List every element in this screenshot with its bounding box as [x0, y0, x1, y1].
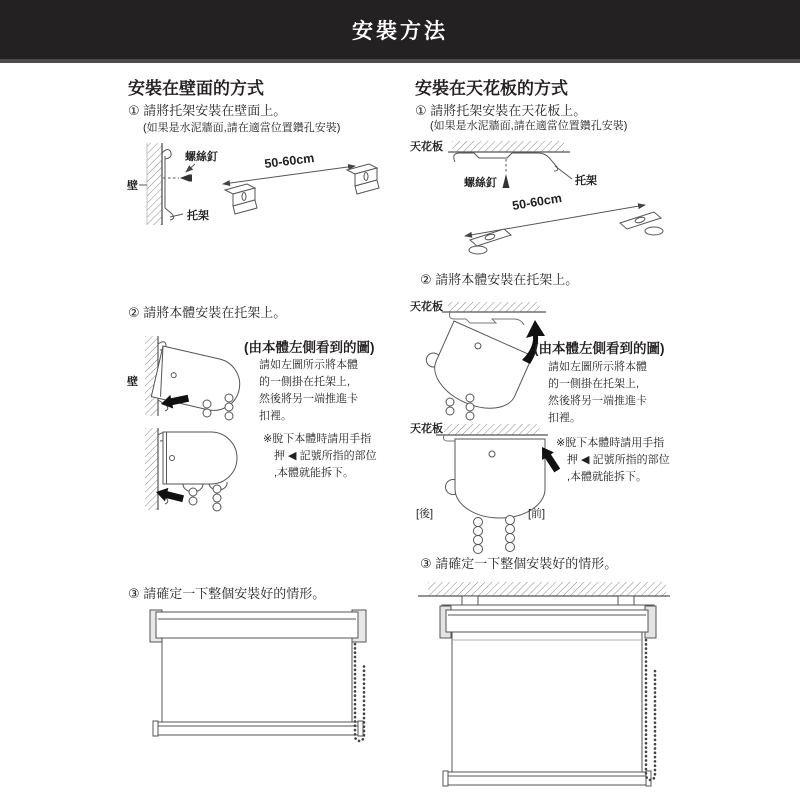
mount-tab-right — [618, 596, 634, 605]
screw-icon — [503, 174, 510, 188]
bracket-label: 托架 — [187, 210, 209, 222]
note-line: 押 ◀ 記號所指的部位 — [567, 454, 670, 466]
press-arrow-icon — [154, 485, 185, 505]
mount-tab-left — [462, 596, 478, 605]
ceiling-step-1-note: (如果是水泥牆面,請在適當位置鑽孔安裝) — [430, 120, 628, 132]
wall-label: 壁 — [127, 376, 138, 388]
wall-step-1-note: (如果是水泥牆面,請在適當位置鑽孔安裝) — [143, 122, 341, 134]
wall-remove-note — [263, 431, 377, 482]
wall-side-view-desc — [259, 357, 358, 425]
screw-label: 螺絲釘 — [185, 151, 218, 163]
ceiling-label: 天花板 — [410, 301, 443, 313]
desc-line: 請如左圖所示將本體 — [548, 361, 647, 373]
ceiling-label: 天花板 — [410, 423, 443, 435]
bracket-3d-right — [620, 212, 661, 229]
fabric — [452, 632, 642, 772]
ceiling-finished-blind-diagram — [418, 578, 708, 796]
wall-section-heading: 安裝在壁面的方式 — [128, 79, 264, 98]
ceiling-hatch — [428, 582, 666, 596]
ceiling-body-hook-diagram — [408, 296, 568, 428]
dimension-arrow — [465, 205, 645, 236]
ceiling-bracket-profile — [454, 153, 558, 171]
desc-line: 然後將另一端推進卡 — [259, 393, 358, 405]
ceiling-side-view-desc — [548, 359, 647, 427]
note-line: ※脫下本體時請用手指 — [556, 437, 665, 449]
wall-hatch — [147, 143, 162, 225]
chain-bead — [446, 398, 454, 406]
desc-line: 的一側掛在托架上, — [548, 378, 640, 390]
page-header — [0, 0, 800, 63]
desc-line: 然後將另一端推進卡 — [548, 395, 647, 407]
bracket-hook-top — [162, 150, 171, 160]
note-line: ,本體就能拆下。 — [567, 471, 648, 483]
ceiling-bracket-install-diagram — [408, 136, 708, 264]
blind-body-mounted — [446, 439, 546, 518]
desc-line: 扣裡。 — [259, 410, 292, 422]
dimension-arrow — [223, 166, 355, 184]
wall-label: 壁 — [127, 180, 138, 192]
wall-diagram-lines — [139, 143, 379, 225]
chain-bead — [474, 518, 483, 527]
blind-body-tilted — [416, 317, 532, 420]
wall-side-view-title: (由本體左側看到的圖) — [244, 340, 375, 355]
desc-line: 請如左圖所示將本體 — [259, 359, 358, 371]
ceiling-label: 天花板 — [410, 141, 443, 153]
ceiling-step-2: ② 請將本體安裝在托架上。 — [420, 272, 579, 287]
desc-line: 的一側掛在托架上, — [259, 376, 351, 388]
back-label: [後] — [416, 508, 434, 520]
bottom-rail — [156, 722, 360, 735]
dimension-label: 50-60cm — [511, 190, 563, 213]
ceiling-section-heading: 安裝在天花板的方式 — [415, 79, 568, 98]
ceiling-hatch — [444, 424, 540, 435]
dimension-label: 50-60cm — [263, 150, 316, 171]
note-line: ※脫下本體時請用手指 — [263, 433, 372, 445]
fabric — [162, 638, 352, 722]
ceiling-body-mounted-diagram — [408, 418, 573, 570]
screw-icon — [180, 175, 189, 182]
ceiling-hatch — [452, 141, 564, 152]
bracket-label: 托架 — [575, 175, 597, 187]
chain-bead — [203, 400, 211, 408]
cassette — [446, 610, 648, 632]
ceiling-step-3: ③ 請確定一下整個安裝好的情形。 — [420, 556, 618, 571]
ceiling-remove-note — [556, 435, 670, 486]
cassette — [156, 612, 358, 638]
wall-step-2: ② 請將本體安裝在托架上。 — [128, 305, 287, 320]
bottom-rail — [446, 772, 646, 785]
wall-body-mount-diagram — [125, 328, 250, 518]
note-line: ,本體就能拆下。 — [274, 467, 355, 479]
bracket-foot — [165, 208, 174, 220]
front-label: [前] — [528, 508, 546, 520]
screw-label: 螺絲釘 — [464, 177, 497, 189]
ceiling-side-view-title: (由本體左側看到的圖) — [534, 341, 665, 356]
ceiling-step-1: ① 請將托架安裝在天花板上。 — [415, 103, 587, 118]
wall-finished-blind-diagram — [146, 602, 371, 752]
wall-bracket-install-diagram — [125, 140, 395, 260]
page-title: 安裝方法 — [352, 19, 448, 43]
wall-step-1: ① 請將托架安裝在壁面上。 — [128, 103, 287, 118]
wall-step-3: ③ 請確定一下整個安裝好的情形。 — [128, 586, 326, 601]
desc-line: 扣裡。 — [548, 412, 581, 424]
pull-chain — [646, 640, 655, 780]
note-line: 押 ◀ 記號所指的部位 — [274, 450, 377, 462]
ceiling-hatch — [448, 302, 540, 312]
